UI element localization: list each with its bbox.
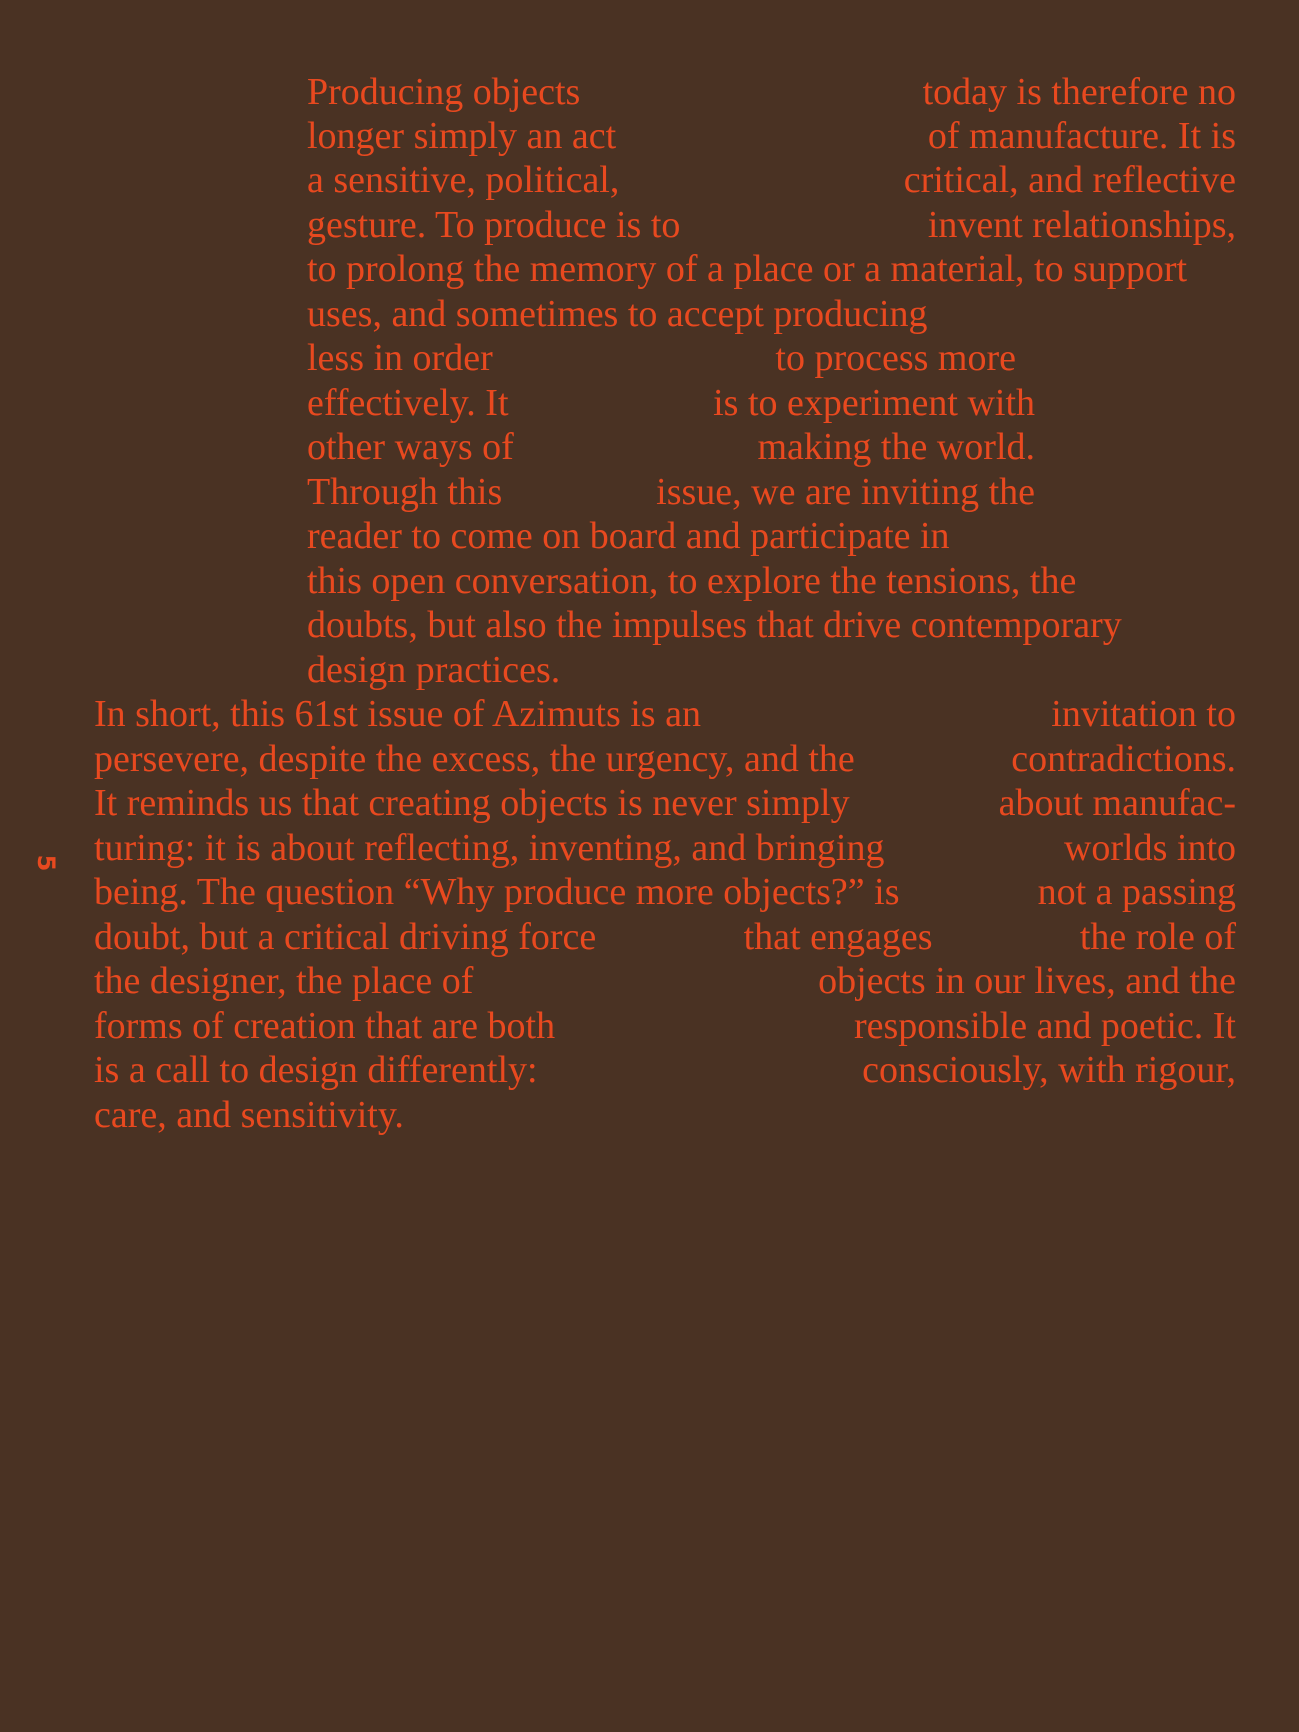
intro-line — [307, 559, 1138, 603]
closing-line — [94, 781, 1236, 825]
intro-text-segment: to prolong the memory of a place or a material, to support — [307, 248, 1188, 290]
intro-line — [307, 425, 1035, 469]
intro-text-segment: of manufacture. It is — [927, 115, 1236, 157]
intro-line — [307, 336, 1016, 380]
closing-text-segment: It reminds us that creating objects is never simply — [94, 782, 850, 824]
intro-line — [307, 603, 1236, 647]
intro-line — [307, 158, 1236, 202]
intro-line — [307, 470, 1035, 514]
closing-text-segment: objects in our lives, and the — [818, 960, 1236, 1002]
closing-text-segment: being. The question “Why produce more objects?” is — [94, 871, 900, 913]
closing-text-segment: forms of creation that are both — [94, 1005, 556, 1047]
intro-text-segment: critical, and reflective — [903, 159, 1236, 201]
closing-text-segment: invitation to — [1051, 693, 1236, 735]
closing-text-segment: the role of — [1079, 916, 1236, 958]
closing-text-segment: doubt, but a critical driving force — [94, 916, 597, 958]
closing-line — [94, 692, 1236, 736]
intro-text-segment: reader to come on board and participate in — [307, 515, 950, 557]
closing-line — [94, 1004, 1236, 1048]
intro-text-segment: design practices. — [307, 649, 561, 691]
closing-text-segment: is a call to design differently: — [94, 1049, 538, 1091]
intro-text-segment: other ways of — [307, 426, 514, 468]
intro-text-segment: a sensitive, political, — [307, 159, 620, 201]
intro-text-segment: longer simply an act — [307, 115, 617, 157]
closing-text-segment: In short, this 61st issue of Azimuts is an — [94, 693, 701, 735]
intro-text-segment: making the world. — [757, 426, 1035, 468]
intro-text-segment: doubts, but also the impulses that drive contemporary — [307, 604, 1122, 646]
intro-line — [307, 514, 1035, 558]
intro-text-segment: less in order — [307, 337, 493, 379]
closing-text-segment: contradictions. — [1011, 738, 1236, 780]
intro-text-segment: effectively. It — [307, 382, 509, 424]
intro-line — [307, 247, 1236, 291]
closing-text-segment: responsible and poetic. It — [853, 1005, 1236, 1047]
closing-line — [94, 737, 1236, 781]
intro-text-segment: invent relationships, — [927, 204, 1236, 246]
closing-text-segment: not a passing — [1037, 871, 1236, 913]
closing-line — [94, 870, 1236, 914]
closing-line — [94, 959, 1236, 1003]
intro-line — [307, 70, 1236, 114]
intro-text-segment: today is therefore no — [922, 71, 1236, 113]
intro-text-segment: Through this — [307, 471, 503, 513]
closing-text-segment: consciously, with rigour, — [862, 1049, 1236, 1091]
closing-text-segment: worlds into — [1063, 827, 1236, 869]
intro-text-segment: uses, and sometimes to accept producing — [307, 293, 928, 335]
closing-text-segment: about manufac- — [998, 782, 1236, 824]
intro-text-segment: to process more — [775, 337, 1016, 379]
closing-text-segment: turing: it is about reflecting, inventing, and bringing — [94, 827, 885, 869]
closing-text-segment: care, and sensitivity. — [94, 1094, 404, 1136]
intro-text-segment: issue, we are inviting the — [656, 471, 1035, 513]
closing-line — [94, 915, 1236, 959]
intro-line — [307, 114, 1236, 158]
intro-line — [307, 203, 1236, 247]
closing-line — [94, 1093, 1236, 1137]
closing-line — [94, 826, 1236, 870]
intro-line — [307, 648, 1236, 692]
closing-line — [94, 1048, 1236, 1092]
intro-text-segment: gesture. To produce is to — [307, 204, 681, 246]
intro-line — [307, 292, 1010, 336]
intro-text-segment: is to experiment with — [713, 382, 1035, 424]
page-number: 5 — [32, 854, 60, 872]
closing-text-segment: the designer, the place of — [94, 960, 474, 1002]
intro-text-segment: this open conversation, to explore the tensions, the — [307, 560, 1077, 602]
intro-text-segment: Producing objects — [307, 71, 581, 113]
intro-line — [307, 381, 1035, 425]
closing-text-segment: that engages — [743, 916, 933, 958]
closing-text-segment: persevere, despite the excess, the urgency, and the — [94, 738, 855, 780]
